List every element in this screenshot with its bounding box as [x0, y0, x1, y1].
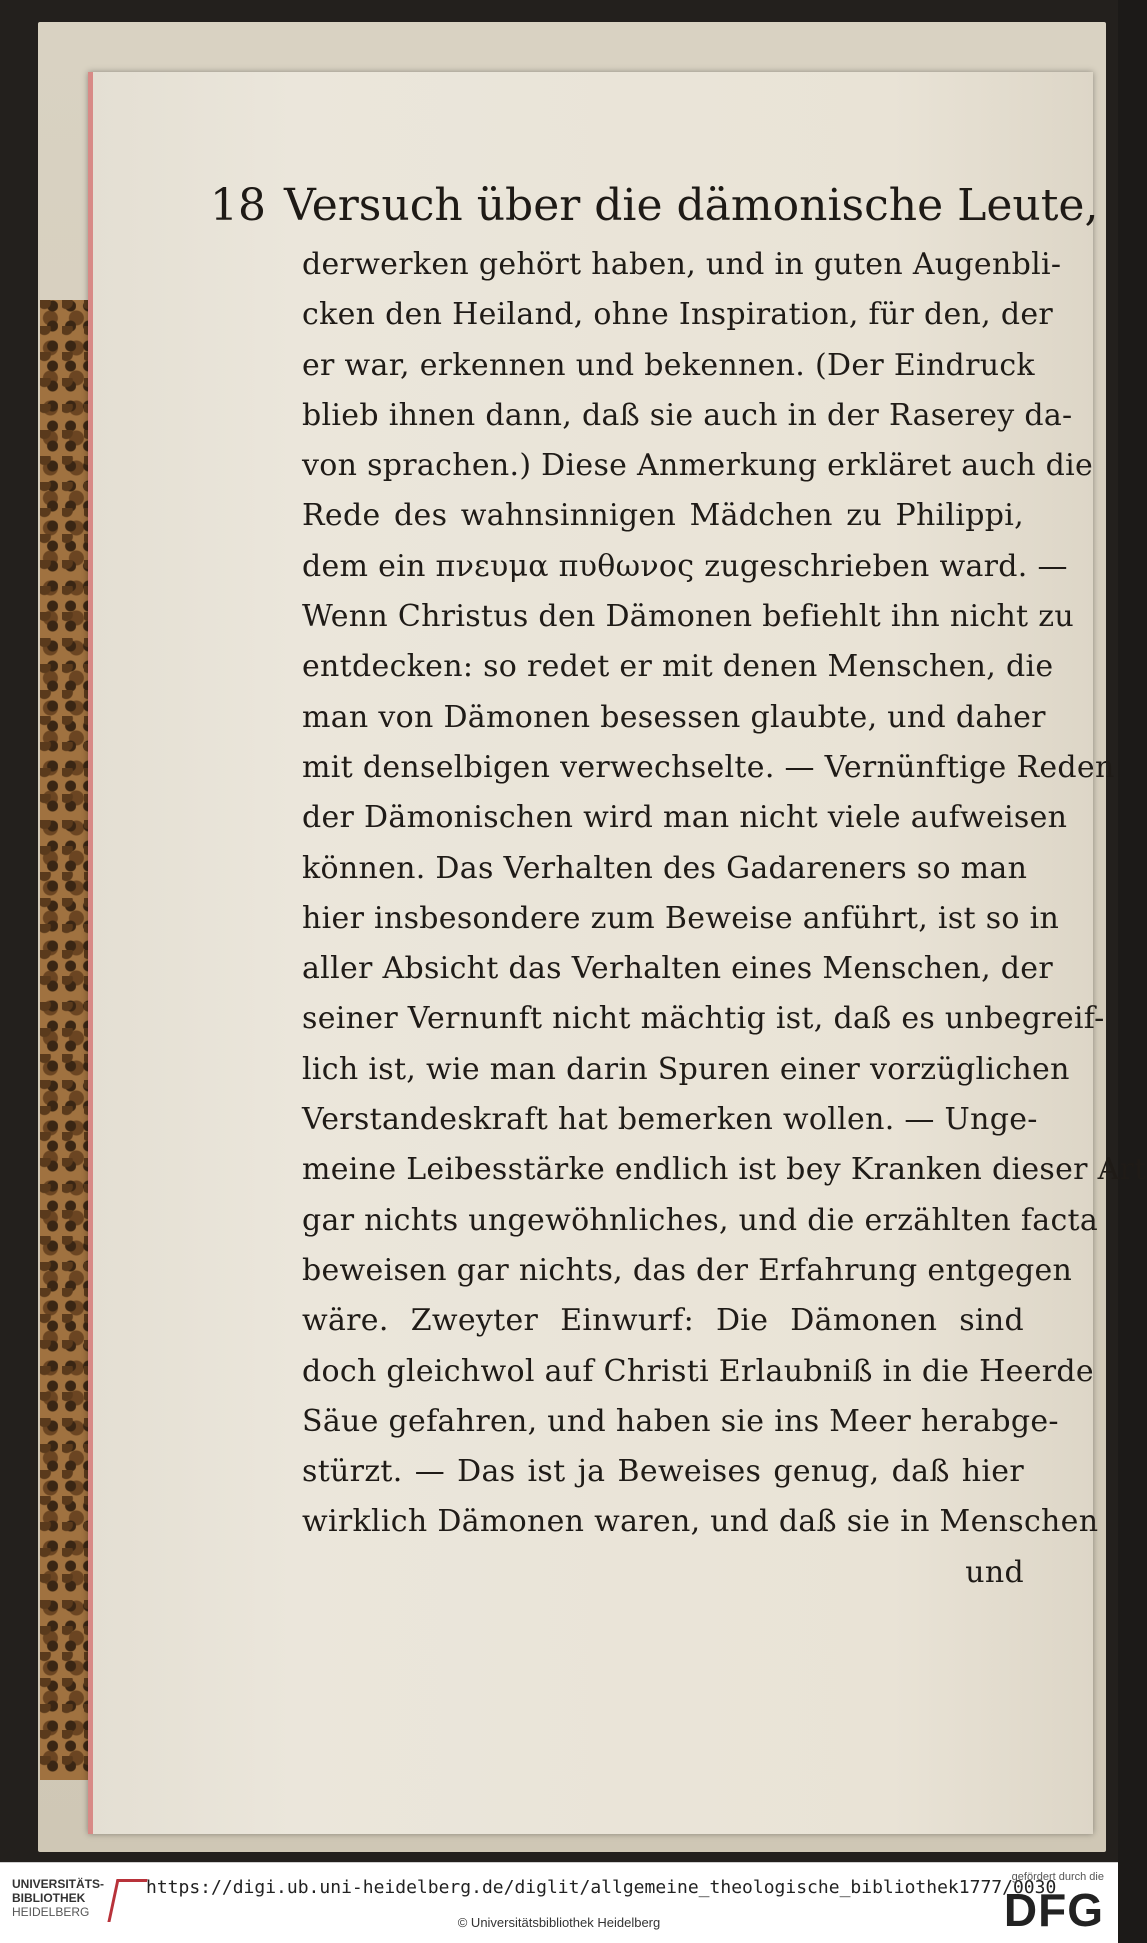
text-line: gar nichts ungewöhnliches, und die erzählten facta — [302, 1202, 1099, 1238]
copyright-notice: © Universitätsbibliothek Heidelberg — [457, 1915, 661, 1930]
text-line: können. Das Verhalten des Gadareners so man — [302, 850, 1028, 886]
viewer-footer — [0, 1862, 1118, 1943]
funding-caption: gefördert durch die — [1011, 1871, 1104, 1883]
text-line: blieb ihnen dann, daß sie auch in der Raserey da- — [302, 397, 1073, 433]
text-line: Säue gefahren, und haben sie ins Meer herabge- — [302, 1403, 1059, 1439]
text-line: seiner Vernunft nicht mächtig ist, daß es unbegreif- — [302, 1001, 1105, 1037]
text-line: derwerken gehört haben, und in guten Augenbli- — [302, 247, 1062, 282]
text-line: beweisen gar nichts, das der Erfahrung entgegen — [302, 1252, 1073, 1288]
text-line: dem ein πνευμα πυθωνος zugeschrieben ward. — — [302, 548, 1068, 584]
catchword: und — [965, 1554, 1024, 1590]
text-line: man von Dämonen besessen glaubte, und daher — [302, 699, 1046, 735]
running-head-title: Versuch über die dämonische Leute, — [284, 180, 1099, 231]
text-line: hier insbesondere zum Beweise anführt, ist so in — [302, 900, 1060, 936]
permalink-url[interactable]: https://digi.ub.uni-heidelberg.de/diglit/allgemeine_theologische_bibliothek1777/0030 — [146, 1877, 1057, 1898]
library-logo-line: HEIDELBERG — [12, 1905, 90, 1919]
text-line: entdecken: so redet er mit denen Menschen, die — [302, 649, 1054, 685]
text-line: wäre. Zweyter Einwurf: Die Dämonen sind — [302, 1303, 1024, 1339]
text-line: cken den Heiland, ohne Inspiration, für den, der — [302, 297, 1054, 333]
page-number: 18 — [210, 180, 266, 231]
dfg-logo[interactable]: DFG — [1003, 1884, 1104, 1936]
text-line: wirklich Dämonen waren, und daß sie in Menschen — [302, 1504, 1099, 1540]
running-header — [210, 180, 1099, 231]
library-logo-line: UNIVERSITÄTS- — [12, 1877, 105, 1891]
text-line: Verstandeskraft hat bemerken wollen. — Unge- — [302, 1102, 1038, 1138]
text-line: aller Absicht das Verhalten eines Menschen, der — [302, 951, 1053, 987]
text-line: Rede des wahnsinnigen Mädchen zu Philippi, — [302, 498, 1024, 534]
text-line: er war, erkennen und bekennen. (Der Eindruck — [302, 347, 1035, 383]
text-line: mit denselbigen verwechselte. — Vernünftige Reden — [302, 749, 1115, 785]
library-logo-line: BIBLIOTHEK — [12, 1891, 86, 1905]
text-line: meine Leibesstärke endlich ist bey Kranken dieser Art — [302, 1152, 1147, 1188]
text-line: lich ist, wie man darin Spuren einer vorzüglichen — [302, 1051, 1070, 1087]
text-line: stürzt. — Das ist ja Beweises genug, daß hier — [302, 1454, 1024, 1490]
page-body-text — [302, 240, 1147, 1598]
text-line: Wenn Christus den Dämonen befiehlt ihn nicht zu — [302, 599, 1074, 635]
text-line: der Dämonischen wird man nicht viele aufweisen — [302, 800, 1068, 836]
text-line: von sprachen.) Diese Anmerkung erkläret auch die — [302, 448, 1094, 484]
text-line: doch gleichwol auf Christi Erlaubniß in die Heerde — [302, 1353, 1094, 1389]
